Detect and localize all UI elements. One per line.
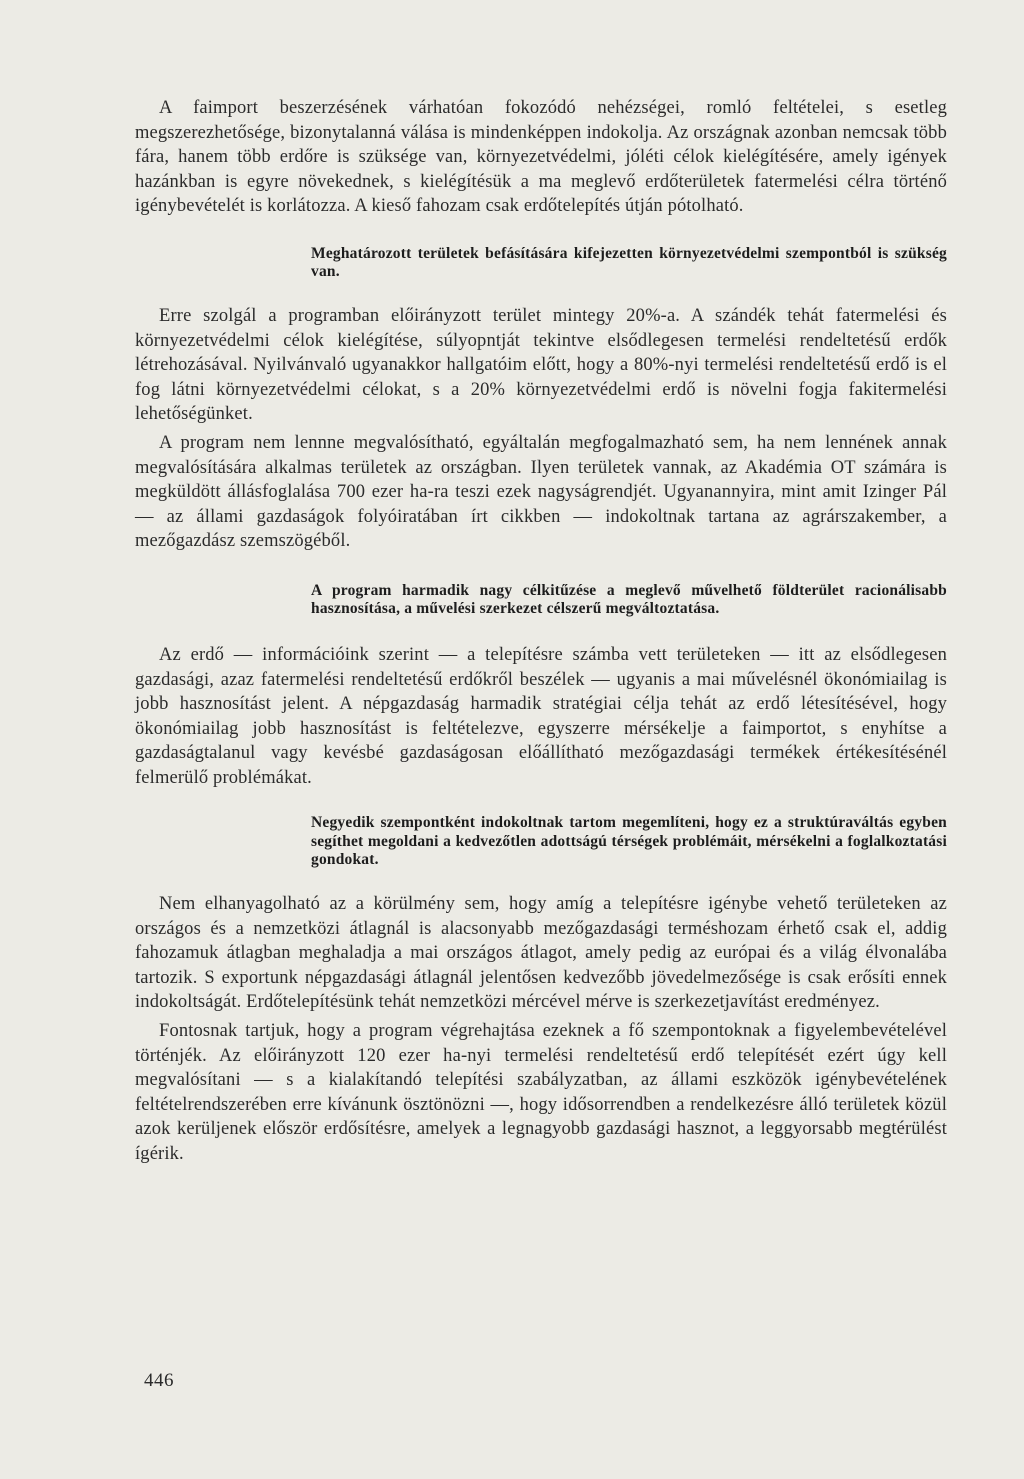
body-paragraph-2: Erre szolgál a programban előirányzott terület mintegy 20%-a. A szándék tehát fatermelési és környezetvédelmi célok kielégítése, súlyopntját tekintve elsődlegesen termelési rendeltetésű erdők létrehozásával. Nyilvánvaló ugyanakkor hallgatóim előtt, hogy a 80%-nyi termelési rendeltetésű erdő is el fog látni környezetvédelmi célokat, s a 20% környezetvédelmi erdő is növelni fogja fakitermelési lehetőségünket. xyxy=(135,305,947,425)
page-number: 446 xyxy=(144,1370,174,1391)
body-paragraph-3: A program nem lennne megvalósítható, egyáltalán megfogalmazható sem, ha nem lennének annak megvalósítására alkalmas területek az országban. Ilyen területek vannak, az Akadémia OT számára is megküldött állásfoglalása 700 ezer ha-ra teszi ezek nagyságrendjét. Ugyanannyira, mint amit Izinger Pál — az állami gazdaságok folyóiratában írt cikkben — indokoltnak tartana az agrárszakember, a mezőgazdász szemszögéből. xyxy=(135,432,947,552)
bold-summary-3: Negyedik szempontként indokoltnak tartom megemlíteni, hogy ez a struktúraváltás egyben segíthet megoldani a kedvezőtlen adottságú térségek problémáit, mérsékelni a foglalkoztatási gondokat. xyxy=(311,814,947,869)
bold-summary-2: A program harmadik nagy célkitűzése a meglevő művelhető földterület racionálisabb hasznosítása, a művelési szerkezet célszerű megváltoztatása. xyxy=(311,581,947,618)
bold-summary-1: Meghatározott területek befásítására kifejezetten környezetvédelmi szempontból is szükség van. xyxy=(311,244,947,281)
body-paragraph-5: Nem elhanyagolható az a körülmény sem, hogy amíg a telepítésre igénybe vehető területeken az országos és a nemzetközi átlagnál is alacsonyabb mezőgazdasági terméshozam érhető csak el, addig fahozamuk átlagban meghaladja a mai országos átlagot, amely pedig az európai és a világ élvonalába tartozik. S exportunk népgazdasági átlagnál jelentősen kedvezőbb jövedelmezősége is csak erősíti ennek indokoltságát. Erdőtelepítésünk tehát nemzetközi mércével mérve is szerkezetjavítást eredményez. xyxy=(135,893,947,1013)
body-paragraph-6: Fontosnak tartjuk, hogy a program végrehajtása ezeknek a fő szempontoknak a figyelembevételével történjék. Az előirányzott 120 ezer ha-nyi termelési rendeltetésű erdő telepítését ezért úgy kell megvalósítani — s a kialakítandó telepítési szabályzatban, az állami eszközök igénybevételének feltételrendszerében erre kívánunk ösztönözni —, hogy idősorrendben a rendelkezésre álló területek közül azok kerüljenek először erdősítésre, amelyek a legnagyobb gazdasági hasznot, a leggyorsabb megtérülést ígérik. xyxy=(135,1020,947,1164)
document-page xyxy=(135,96,947,1167)
body-paragraph-1: A faimport beszerzésének várhatóan fokozódó nehézségei, romló feltételei, s esetleg megszerezhetősége, bizonytalanná válása is mindenképpen indokolja. Az országnak azonban nemcsak több fára, hanem több erdőre is szüksége van, környezetvédelmi, jóléti célok kielégítésére, amely igények hazánkban is egyre növekednek, s kielégítésük a ma meglevő erdőterületek fatermelési célra történő igénybevételét is korlátozza. A kieső fahozam csak erdőtelepítés útján pótolható. xyxy=(135,98,947,217)
body-paragraph-4: Az erdő — információink szerint — a telepítésre számba vett területeken — itt az elsődlegesen gazdasági, azaz fatermelési rendeltetésű erdőkről beszélek — ugyanis a mai művelésnél ökonómiailag is jobb hasznosítást jelent. A népgazdaság harmadik stratégiai célja tehát az erdő létesítésével, hogy ökonómiailag jobb hasznosítást is feltételezve, egyszerre mérsékelje a faimportot, s enyhítse a gazdaságtalanul vagy kevésbé gazdaságosan előállítható mezőgazdasági termékek értékesítésénél felmerülő problémákat. xyxy=(135,644,947,788)
